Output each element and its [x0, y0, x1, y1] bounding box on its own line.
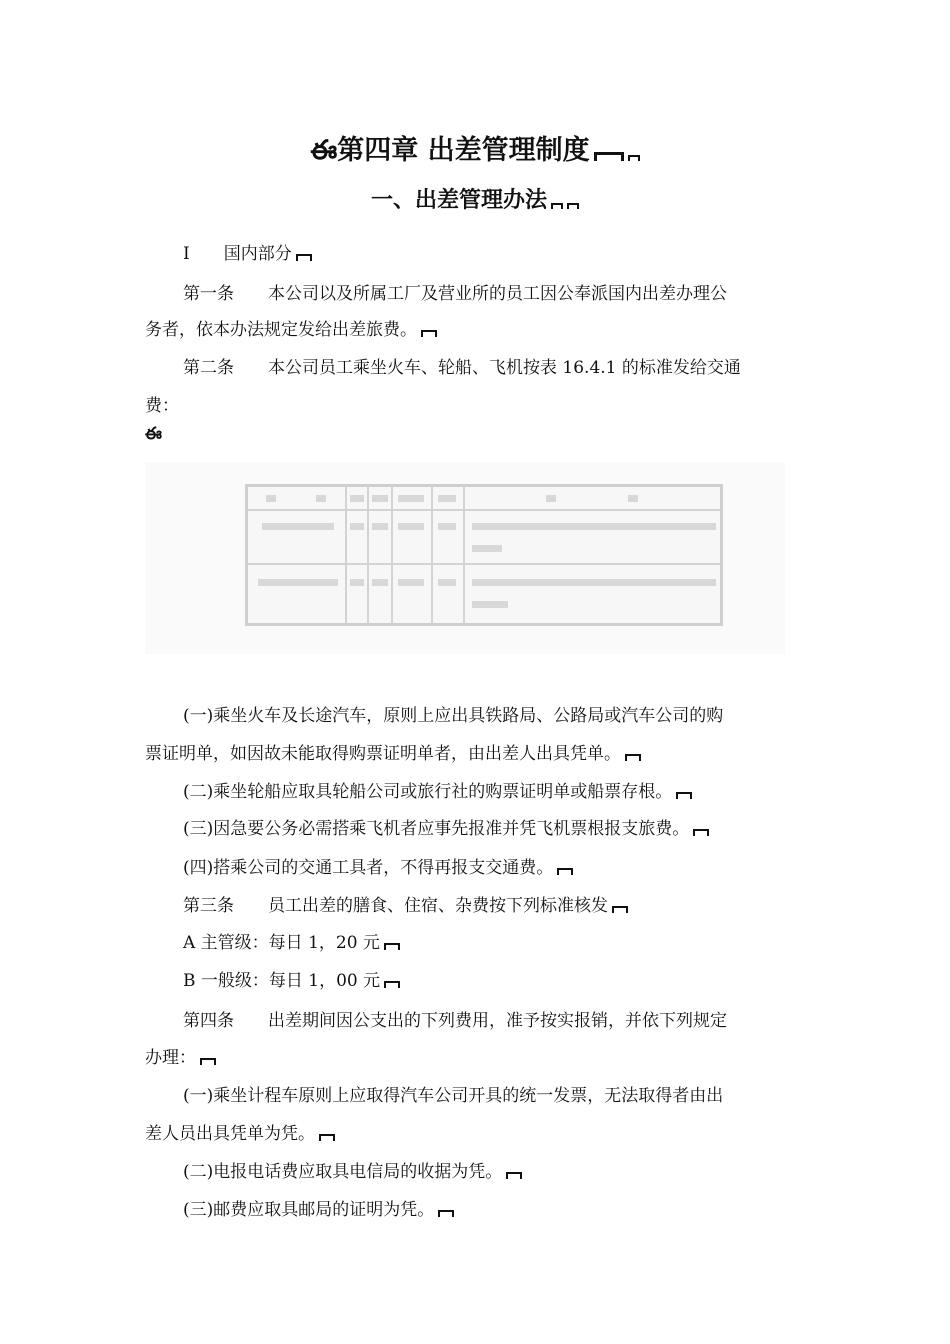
paragraph-mark-icon — [676, 792, 692, 799]
chapter-title: ఈ第四章 出差管理制度 — [0, 128, 950, 173]
paragraph-line: 第二条 本公司员工乘坐火车、轮船、飞机按表 16.4.1 的标准发给交通 — [183, 358, 741, 378]
paragraph-mark-icon — [625, 754, 641, 761]
paragraph-line: Ⅰ 国内部分 — [145, 242, 848, 266]
paragraph-mark-icon — [693, 829, 709, 836]
paragraph-line: 务者，依本办法规定发给出差旅费。 — [145, 318, 810, 342]
paragraph-line: (二)电报电话费应取具电信局的收据为凭。 — [145, 1160, 848, 1184]
paragraph-line: (四)搭乘公司的交通工具者，不得再报支交通费。 — [145, 856, 848, 880]
paragraph-line: A 主管级：每日 1，20 元 — [145, 931, 848, 955]
paragraph-mark-icon — [200, 1058, 216, 1065]
paragraph-line: (二)乘坐轮船应取具轮船公司或旅行社的购票证明单或船票存根。 — [145, 780, 848, 804]
paragraph-line: 差人员出具凭单为凭。 — [145, 1122, 810, 1146]
paragraph-mark-icon — [506, 1172, 522, 1179]
paragraph-mark-icon — [319, 1134, 335, 1141]
paragraph-line: 第一条 本公司以及所属工厂及营业所的员工因公奉派国内出差办理公 — [183, 284, 727, 304]
paragraph-mark-icon — [628, 155, 640, 161]
paragraph-line: 费： — [145, 396, 179, 416]
paragraph-mark-icon — [296, 254, 312, 261]
paragraph-line: (一)乘坐计程车原则上应取得汽车公司开具的统一发票，无法取得者由出 — [183, 1086, 724, 1106]
paragraph-line: 票证明单，如因故未能取得购票证明单者，由出差人出具凭单。 — [145, 742, 810, 766]
paragraph-mark-icon — [384, 943, 400, 950]
paragraph-mark-icon — [557, 868, 573, 875]
paragraph-line: (三)邮费应取具邮局的证明为凭。 — [145, 1198, 848, 1222]
paragraph-mark-icon — [438, 1210, 454, 1217]
paragraph-line: 第四条 出差期间因公支出的下列费用，准予按实报销，并依下列规定 — [183, 1011, 727, 1031]
paragraph-mark-icon — [551, 203, 563, 209]
swirl-ornament-icon: ఈ — [145, 424, 162, 444]
paragraph-mark-icon — [594, 152, 624, 161]
paragraph-line: 第三条 员工出差的膳食、住宿、杂费按下列标准核发 — [145, 894, 848, 918]
paragraph-mark-icon — [421, 330, 437, 337]
paragraph-line: (三)因急要公务必需搭乘飞机者应事先报准并凭飞机票根报支旅费。 — [145, 817, 848, 841]
paragraph-mark-icon — [567, 203, 579, 209]
paragraph-line: (一)乘坐火车及长途汽车，原则上应出具铁路局、公路局或汽车公司的购 — [183, 706, 724, 726]
paragraph-line: 办理： — [145, 1046, 810, 1070]
section-title: 一、出差管理办法 — [0, 183, 950, 214]
fare-standard-table-image — [145, 462, 785, 654]
paragraph-mark-icon — [612, 906, 628, 913]
paragraph-line: B 一般级：每日 1，00 元 — [145, 969, 848, 993]
paragraph-mark-icon — [384, 981, 400, 988]
swirl-ornament-icon: ఈ — [310, 135, 338, 166]
